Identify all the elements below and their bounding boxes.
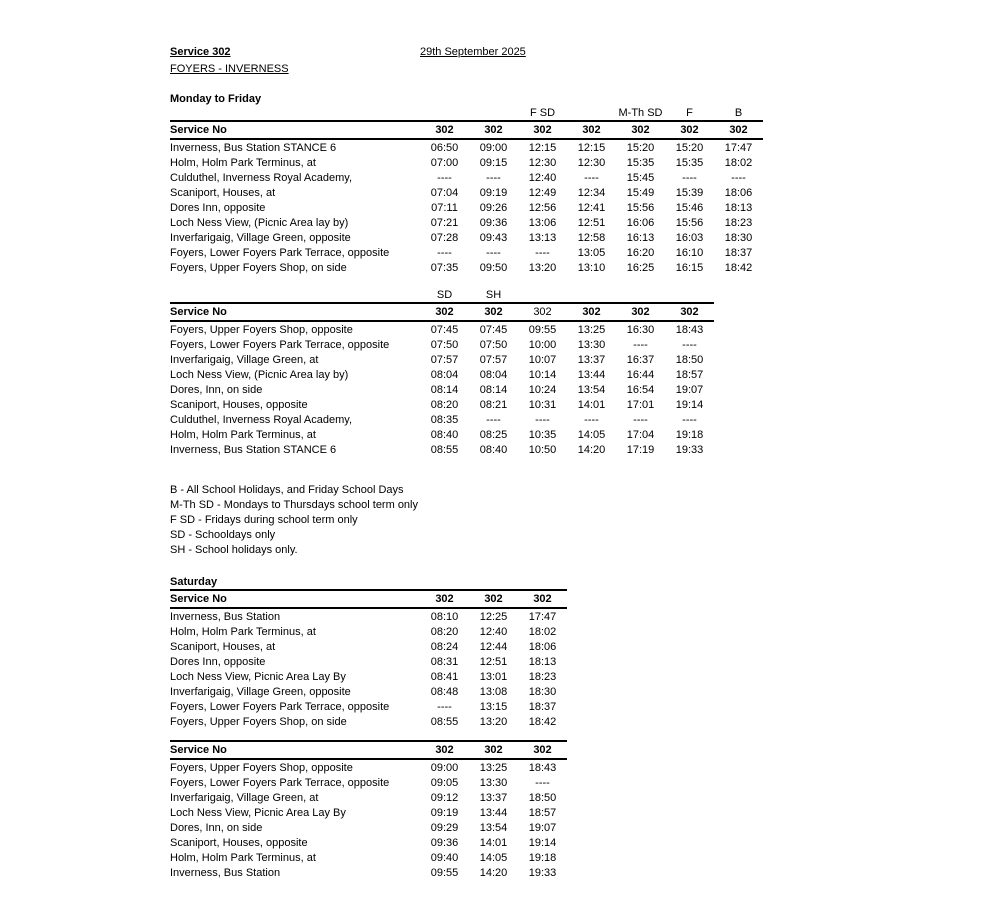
timetable-row [170, 608, 567, 624]
time-cell: 07:21 [430, 216, 459, 229]
timing-code-cell: F SD [529, 106, 556, 119]
time-cell: 07:45 [479, 323, 508, 336]
time-cell: ---- [437, 700, 452, 713]
stop-name-cell: Dores, Inn, on side [170, 821, 263, 834]
timetable-date: 29th September 2025 [420, 46, 526, 58]
time-cell: 08:41 [430, 670, 459, 683]
timetable-row [170, 654, 567, 669]
stop-name-cell: Inverfarigaig, Village Green, opposite [170, 685, 351, 698]
time-cell: 14:01 [577, 398, 606, 411]
timetable-row [170, 427, 714, 442]
time-cell: 08:24 [430, 640, 459, 653]
service-no-header-row [170, 303, 714, 321]
time-cell: 13:15 [479, 700, 508, 713]
time-cell: 16:25 [626, 261, 655, 274]
timetable-row [170, 215, 763, 230]
time-cell: 09:12 [430, 791, 459, 804]
codes-spacer-cell [170, 287, 420, 303]
service-number-cell: 302 [469, 303, 518, 321]
timetable-row [170, 185, 763, 200]
time-cell: 18:30 [724, 231, 753, 244]
time-cell: ---- [633, 413, 648, 426]
stop-name-cell: Scaniport, Houses, opposite [170, 398, 308, 411]
service-number-cell: 302 [469, 121, 518, 139]
timetable-row [170, 321, 714, 337]
timing-code-cell: SH [485, 288, 502, 301]
service-number-cell: 302 [616, 121, 665, 139]
time-cell: 09:00 [479, 141, 508, 154]
time-cell: 09:36 [479, 216, 508, 229]
timing-code-cell [567, 287, 616, 303]
time-cell: 10:07 [528, 353, 557, 366]
time-cell: 16:30 [626, 323, 655, 336]
note-line: SH - School holidays only. [170, 544, 298, 556]
stop-name-cell: Culduthel, Inverness Royal Academy, [170, 171, 352, 184]
timetable-row [170, 367, 714, 382]
timing-code-cell [469, 105, 518, 121]
time-cell: 07:57 [479, 353, 508, 366]
time-cell: 09:40 [430, 851, 459, 864]
time-cell: 08:40 [479, 443, 508, 456]
time-cell: 14:20 [479, 866, 508, 879]
time-cell: 07:04 [430, 186, 459, 199]
time-cell: 15:35 [626, 156, 655, 169]
time-cell: 18:37 [528, 700, 557, 713]
time-cell: ---- [682, 171, 697, 184]
time-cell: 08:31 [430, 655, 459, 668]
timetable-row [170, 639, 567, 654]
time-cell: 07:28 [430, 231, 459, 244]
time-cell: 08:04 [430, 368, 459, 381]
stop-name-cell: Dores Inn, opposite [170, 655, 266, 668]
time-cell: 16:37 [626, 353, 655, 366]
time-cell: 17:47 [528, 610, 557, 623]
service-number-cell: 302 [567, 303, 616, 321]
stop-name-cell: Foyers, Upper Foyers Shop, on side [170, 715, 347, 728]
time-cell: ---- [731, 171, 746, 184]
time-cell: 13:10 [577, 261, 606, 274]
stop-name-cell: Dores, Inn, on side [170, 383, 263, 396]
time-cell: 12:15 [577, 141, 606, 154]
time-cell: 08:55 [430, 715, 459, 728]
stop-name-cell: Scaniport, Houses, at [170, 640, 276, 653]
time-cell: 17:47 [724, 141, 753, 154]
time-cell: 15:35 [675, 156, 704, 169]
time-cell: 12:34 [577, 186, 606, 199]
time-cell: 18:13 [724, 201, 753, 214]
service-number-cell: 302 [518, 590, 567, 608]
service-number-cell: 302 [420, 590, 469, 608]
time-cell: 19:33 [528, 866, 557, 879]
time-cell: 06:50 [430, 141, 459, 154]
timing-codes-row [170, 287, 714, 303]
time-cell: 17:01 [626, 398, 655, 411]
stop-name-cell: Inverness, Bus Station STANCE 6 [170, 443, 337, 456]
timing-code-cell [420, 105, 469, 121]
timetable-row [170, 775, 567, 790]
time-cell: 18:37 [724, 246, 753, 259]
time-cell: 19:14 [675, 398, 704, 411]
time-cell: 14:20 [577, 443, 606, 456]
time-cell: 16:44 [626, 368, 655, 381]
time-cell: 10:35 [528, 428, 557, 441]
service-number-cell: 302 [420, 741, 469, 759]
time-cell: 08:14 [479, 383, 508, 396]
timetable-monfri-inbound [170, 287, 714, 457]
time-cell: 08:40 [430, 428, 459, 441]
stop-name-cell: Inverfarigaig, Village Green, opposite [170, 231, 351, 244]
time-cell: 10:24 [528, 383, 557, 396]
timetable-grid [170, 105, 763, 275]
time-cell: ---- [535, 413, 550, 426]
time-cell: 15:39 [675, 186, 704, 199]
timetable-row [170, 382, 714, 397]
service-no-label: Service No [170, 121, 420, 139]
time-cell: 12:30 [528, 156, 557, 169]
service-number-cell: 302 [665, 121, 714, 139]
service-number-cell: 302 [469, 741, 518, 759]
note-line: B - All School Holidays, and Friday School Days [170, 484, 404, 496]
time-cell: 13:25 [577, 323, 606, 336]
stop-name-cell: Foyers, Lower Foyers Park Terrace, opposite [170, 776, 390, 789]
timetable-row [170, 352, 714, 367]
note-line: SD - Schooldays only [170, 529, 276, 541]
time-cell: 18:02 [724, 156, 753, 169]
time-cell: 09:05 [430, 776, 459, 789]
time-cell: 08:48 [430, 685, 459, 698]
time-cell: ---- [535, 246, 550, 259]
note-line: F SD - Fridays during school term only [170, 514, 358, 526]
time-cell: 18:50 [675, 353, 704, 366]
stop-name-cell: Inverfarigaig, Village Green, at [170, 791, 319, 804]
time-cell: 12:25 [479, 610, 508, 623]
time-cell: 16:13 [626, 231, 655, 244]
time-cell: 08:14 [430, 383, 459, 396]
time-cell: 08:20 [430, 625, 459, 638]
time-cell: 15:56 [626, 201, 655, 214]
timetable-grid [170, 589, 567, 729]
time-cell: 18:42 [724, 261, 753, 274]
time-cell: 07:35 [430, 261, 459, 274]
timetable-row [170, 699, 567, 714]
timetable-row [170, 669, 567, 684]
service-number-cell: 302 [420, 303, 469, 321]
time-cell: 13:44 [479, 806, 508, 819]
time-cell: 09:55 [528, 323, 557, 336]
time-cell: ---- [486, 171, 501, 184]
time-cell: 07:11 [431, 201, 458, 214]
timetable-row [170, 442, 714, 457]
time-cell: 08:55 [430, 443, 459, 456]
service-no-header-row [170, 590, 567, 608]
stop-name-cell: Holm, Holm Park Terminus, at [170, 156, 316, 169]
timing-code-cell [665, 287, 714, 303]
timing-code-notes [170, 483, 418, 558]
time-cell: 12:56 [528, 201, 557, 214]
timing-codes-row [170, 105, 763, 121]
time-cell: 14:05 [479, 851, 508, 864]
time-cell: 09:19 [479, 186, 508, 199]
stop-name-cell: Loch Ness View, Picnic Area Lay By [170, 806, 346, 819]
stop-name-cell: Holm, Holm Park Terminus, at [170, 851, 316, 864]
time-cell: 07:45 [430, 323, 459, 336]
time-cell: 16:20 [626, 246, 655, 259]
time-cell: ---- [486, 413, 501, 426]
time-cell: 08:20 [430, 398, 459, 411]
stop-name-cell: Scaniport, Houses, at [170, 186, 276, 199]
time-cell: 13:25 [479, 761, 508, 774]
time-cell: ---- [584, 413, 599, 426]
time-cell: 18:06 [528, 640, 557, 653]
time-cell: 16:06 [626, 216, 655, 229]
time-cell: 17:04 [626, 428, 655, 441]
stop-name-cell: Inverness, Bus Station [170, 866, 281, 879]
stop-name-cell: Culduthel, Inverness Royal Academy, [170, 413, 352, 426]
time-cell: 18:02 [528, 625, 557, 638]
timetable-row [170, 714, 567, 729]
time-cell: 08:21 [479, 398, 508, 411]
timetable-grid [170, 740, 567, 880]
service-title: Service 302 [170, 46, 231, 58]
time-cell: 12:51 [577, 216, 606, 229]
stop-name-cell: Holm, Holm Park Terminus, at [170, 625, 316, 638]
time-cell: 10:50 [528, 443, 557, 456]
time-cell: 13:20 [479, 715, 508, 728]
timetable-grid [170, 287, 714, 457]
time-cell: 19:33 [675, 443, 704, 456]
time-cell: ---- [437, 171, 452, 184]
time-cell: 18:06 [724, 186, 753, 199]
service-no-label: Service No [170, 303, 420, 321]
codes-spacer-cell [170, 105, 420, 121]
time-cell: 13:01 [479, 670, 508, 683]
service-no-label: Service No [170, 590, 420, 608]
timing-code-cell [518, 287, 567, 303]
stop-name-cell: Foyers, Upper Foyers Shop, opposite [170, 761, 353, 774]
stop-name-cell: Foyers, Lower Foyers Park Terrace, opposite [170, 338, 390, 351]
time-cell: 12:51 [479, 655, 508, 668]
timetable-monfri-outbound [170, 105, 763, 275]
time-cell: 12:40 [479, 625, 508, 638]
service-number-cell: 302 [420, 121, 469, 139]
timetable-saturday-inbound [170, 740, 567, 880]
time-cell: ---- [682, 338, 697, 351]
time-cell: 15:45 [626, 171, 655, 184]
time-cell: 15:49 [626, 186, 655, 199]
timetable-saturday-outbound [170, 589, 567, 729]
service-number-cell: 302 [714, 121, 763, 139]
timetable-row [170, 245, 763, 260]
timetable-row [170, 805, 567, 820]
time-cell: 13:08 [479, 685, 508, 698]
timing-code-cell [567, 105, 616, 121]
service-number-cell: 302 [665, 303, 714, 321]
time-cell: 09:43 [479, 231, 508, 244]
timing-code-cell: SD [436, 288, 453, 301]
timetable-row [170, 850, 567, 865]
time-cell: 16:10 [675, 246, 704, 259]
stop-name-cell: Foyers, Lower Foyers Park Terrace, opposite [170, 246, 390, 259]
timetable-row [170, 200, 763, 215]
time-cell: 09:19 [430, 806, 459, 819]
time-cell: 08:04 [479, 368, 508, 381]
timetable-row [170, 790, 567, 805]
time-cell: ---- [486, 246, 501, 259]
time-cell: 12:58 [577, 231, 606, 244]
timetable-row [170, 412, 714, 427]
time-cell: 13:30 [577, 338, 606, 351]
service-no-label: Service No [170, 741, 420, 759]
stop-name-cell: Loch Ness View, (Picnic Area lay by) [170, 216, 349, 229]
time-cell: 07:00 [430, 156, 459, 169]
stop-name-cell: Inverfarigaig, Village Green, at [170, 353, 319, 366]
time-cell: 16:54 [626, 383, 655, 396]
time-cell: 19:07 [528, 821, 557, 834]
time-cell: 14:01 [479, 836, 508, 849]
time-cell: 09:00 [430, 761, 459, 774]
service-no-header-row [170, 741, 567, 759]
time-cell: 12:40 [528, 171, 557, 184]
stop-name-cell: Loch Ness View, Picnic Area Lay By [170, 670, 346, 683]
timing-code-cell: F [686, 106, 693, 119]
time-cell: 14:05 [577, 428, 606, 441]
time-cell: 18:23 [528, 670, 557, 683]
timetable-row [170, 260, 763, 275]
time-cell: ---- [633, 338, 648, 351]
time-cell: 18:42 [528, 715, 557, 728]
service-number-cell: 302 [518, 741, 567, 759]
time-cell: 10:00 [528, 338, 557, 351]
time-cell: 18:50 [528, 791, 557, 804]
timetable-row [170, 759, 567, 775]
timetable-row [170, 139, 763, 155]
time-cell: 13:20 [528, 261, 557, 274]
time-cell: 09:15 [479, 156, 508, 169]
time-cell: 10:31 [528, 398, 557, 411]
time-cell: 13:44 [577, 368, 606, 381]
service-number-cell: 302 [518, 303, 567, 321]
stop-name-cell: Foyers, Lower Foyers Park Terrace, opposite [170, 700, 390, 713]
time-cell: 15:46 [675, 201, 704, 214]
time-cell: 13:54 [577, 383, 606, 396]
time-cell: 10:14 [528, 368, 557, 381]
time-cell: 07:50 [479, 338, 508, 351]
time-cell: 09:29 [430, 821, 459, 834]
service-number-cell: 302 [518, 121, 567, 139]
time-cell: 18:13 [528, 655, 557, 668]
time-cell: 07:57 [430, 353, 459, 366]
stop-name-cell: Loch Ness View, (Picnic Area lay by) [170, 368, 349, 381]
stop-name-cell: Inverness, Bus Station [170, 610, 281, 623]
stop-name-cell: Dores Inn, opposite [170, 201, 266, 214]
time-cell: 18:43 [528, 761, 557, 774]
time-cell: 12:15 [528, 141, 557, 154]
route-title: FOYERS - INVERNESS [170, 63, 289, 75]
time-cell: 19:14 [528, 836, 557, 849]
timetable-row [170, 865, 567, 880]
timetable-row [170, 337, 714, 352]
time-cell: 17:19 [626, 443, 655, 456]
time-cell: 18:30 [528, 685, 557, 698]
time-cell: 13:13 [528, 231, 557, 244]
time-cell: 15:20 [626, 141, 655, 154]
time-cell: 08:10 [430, 610, 459, 623]
time-cell: 13:06 [528, 216, 557, 229]
stop-name-cell: Inverness, Bus Station STANCE 6 [170, 141, 337, 154]
time-cell: ---- [584, 171, 599, 184]
stop-name-cell: Foyers, Upper Foyers Shop, opposite [170, 323, 353, 336]
timing-code-cell: M-Th SD [618, 106, 663, 119]
time-cell: 09:36 [430, 836, 459, 849]
time-cell: 08:25 [479, 428, 508, 441]
section-label-saturday: Saturday [170, 576, 218, 588]
service-number-cell: 302 [567, 121, 616, 139]
section-label-monday-to-friday: Monday to Friday [170, 93, 262, 105]
timing-code-cell [616, 287, 665, 303]
time-cell: 07:50 [430, 338, 459, 351]
note-line: M-Th SD - Mondays to Thursdays school term only [170, 499, 418, 511]
time-cell: 09:26 [479, 201, 508, 214]
time-cell: 15:20 [675, 141, 704, 154]
time-cell: 16:15 [675, 261, 704, 274]
stop-name-cell: Holm, Holm Park Terminus, at [170, 428, 316, 441]
time-cell: 13:37 [577, 353, 606, 366]
time-cell: 13:30 [479, 776, 508, 789]
timetable-row [170, 624, 567, 639]
time-cell: 15:56 [675, 216, 704, 229]
time-cell: 12:41 [577, 201, 606, 214]
timetable-row [170, 230, 763, 245]
stop-name-cell: Foyers, Upper Foyers Shop, on side [170, 261, 347, 274]
time-cell: ---- [437, 246, 452, 259]
stop-name-cell: Scaniport, Houses, opposite [170, 836, 308, 849]
timetable-row [170, 684, 567, 699]
time-cell: 13:54 [479, 821, 508, 834]
timetable-row [170, 170, 763, 185]
time-cell: 12:49 [528, 186, 557, 199]
time-cell: 09:50 [479, 261, 508, 274]
time-cell: 18:57 [528, 806, 557, 819]
service-number-cell: 302 [469, 590, 518, 608]
time-cell: 09:55 [430, 866, 459, 879]
time-cell: 18:57 [675, 368, 704, 381]
timetable-row [170, 820, 567, 835]
time-cell: 13:05 [577, 246, 606, 259]
time-cell: 08:35 [430, 413, 459, 426]
service-no-header-row [170, 121, 763, 139]
time-cell: 12:44 [479, 640, 508, 653]
time-cell: 19:18 [675, 428, 704, 441]
time-cell: 19:07 [675, 383, 704, 396]
timetable-row [170, 835, 567, 850]
timetable-row [170, 397, 714, 412]
time-cell: 12:30 [577, 156, 606, 169]
time-cell: 18:23 [724, 216, 753, 229]
time-cell: 19:18 [528, 851, 557, 864]
time-cell: 16:03 [675, 231, 704, 244]
time-cell: 13:37 [479, 791, 508, 804]
timetable-row [170, 155, 763, 170]
time-cell: 18:43 [675, 323, 704, 336]
time-cell: ---- [682, 413, 697, 426]
timing-code-cell: B [734, 106, 743, 119]
service-number-cell: 302 [616, 303, 665, 321]
time-cell: ---- [535, 776, 550, 789]
